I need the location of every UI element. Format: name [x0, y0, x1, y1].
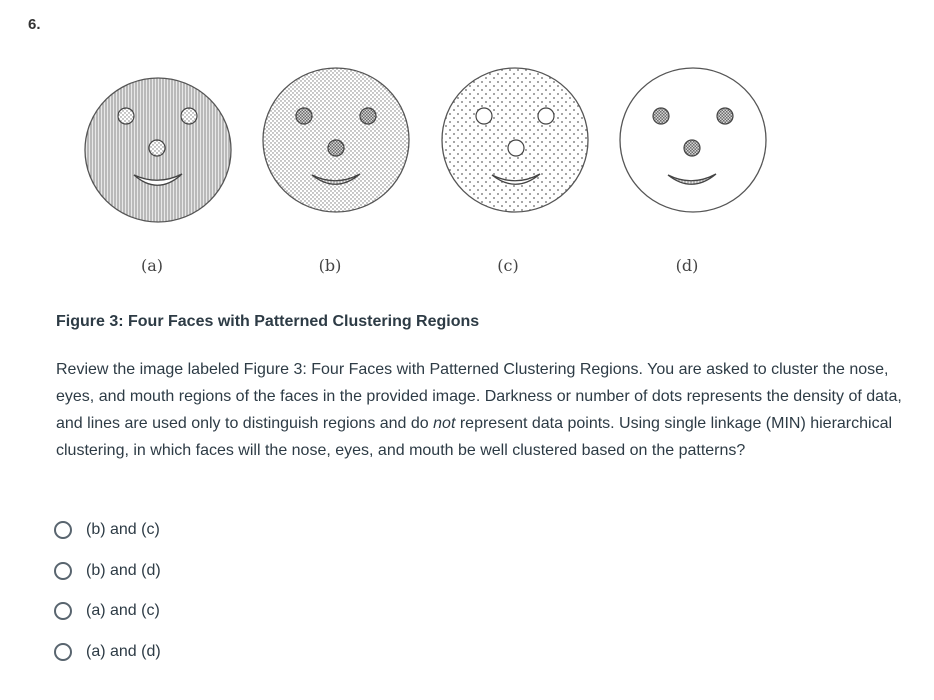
- option-label: (b) and (c): [86, 521, 160, 539]
- radio-button[interactable]: [54, 521, 72, 539]
- answer-options: [54, 510, 161, 672]
- option-label: (a) and (d): [86, 642, 161, 660]
- answer-option-3[interactable]: [54, 591, 161, 632]
- face-label-a: (a): [140, 256, 164, 275]
- question-number: 6.: [28, 16, 41, 33]
- face-b: [263, 68, 409, 212]
- prompt-text-1: Review the image labeled Figure 3: Four Faces with Patterned Clustering Regions. You are asked to cluster the nose, eyes, and mouth regions of the faces in the provided image. Darkness or number of dots represents the density of data, and lines are used only to distinguish regions and do: [56, 361, 902, 432]
- face-d: [620, 68, 766, 212]
- face-label-b: (b): [318, 256, 342, 275]
- answer-option-2[interactable]: [54, 551, 161, 592]
- figure-caption: Figure 3: Four Faces with Patterned Clustering Regions: [56, 313, 480, 330]
- option-label: (a) and (c): [86, 602, 160, 620]
- face-a: [85, 78, 231, 222]
- face-label-d: (d): [675, 256, 699, 275]
- option-label: (b) and (d): [86, 561, 161, 579]
- radio-button[interactable]: [54, 643, 72, 661]
- radio-button[interactable]: [54, 562, 72, 580]
- radio-button[interactable]: [54, 602, 72, 620]
- prompt-text-2: represent data points. Using single linkage (MIN) hierarchical clustering, in which faces will the nose, eyes, and mouth be well clustered based on the patterns?: [56, 415, 893, 459]
- face-c: [442, 68, 588, 212]
- answer-option-1[interactable]: [54, 510, 161, 551]
- question-prompt: [56, 356, 906, 464]
- prompt-emphasis: not: [433, 415, 456, 432]
- figure-four-faces: [0, 0, 934, 290]
- face-label-c: (c): [497, 256, 519, 275]
- answer-option-4[interactable]: [54, 632, 161, 673]
